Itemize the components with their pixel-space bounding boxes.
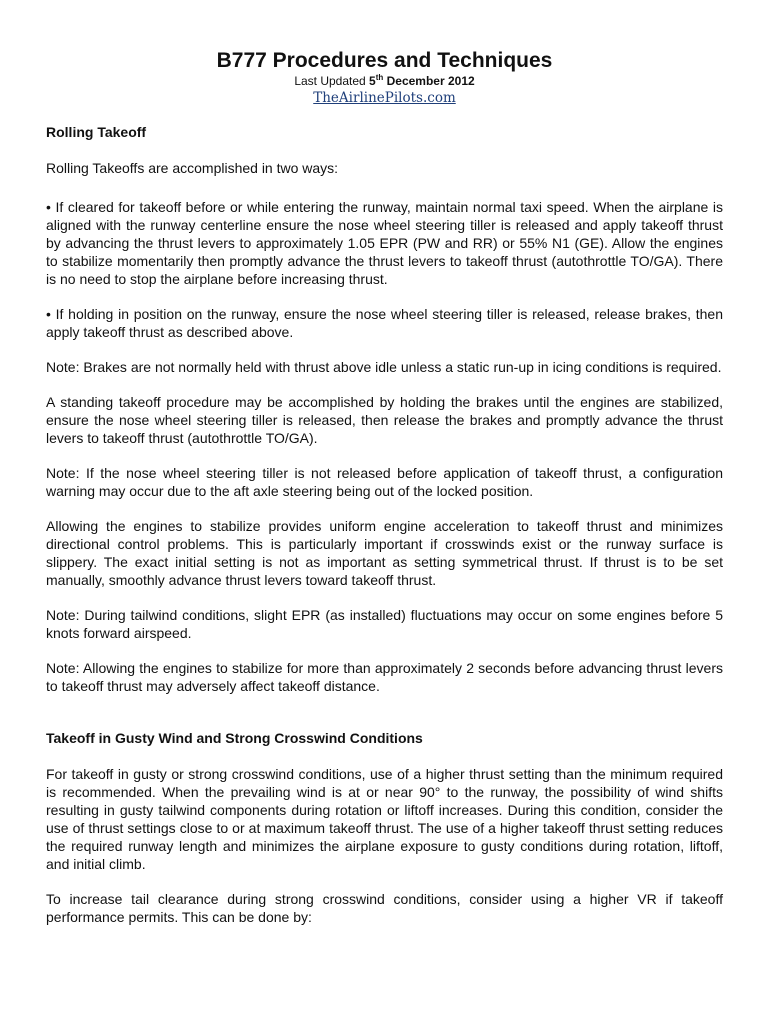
paragraph: • If holding in position on the runway, ensure the nose wheel steering tiller is released, release brakes, then apply takeoff thrust as described above. xyxy=(46,306,723,340)
paragraph: Note: During tailwind conditions, slight EPR (as installed) fluctuations may occur on some engines before 5 knots forward airspeed. xyxy=(46,607,723,641)
last-updated-month-year: December 2012 xyxy=(383,74,475,88)
document-page xyxy=(46,48,723,943)
last-updated-ordinal: th xyxy=(375,73,384,82)
document-title: B777 Procedures and Techniques xyxy=(216,49,553,72)
section-heading-gusty-crosswind: Takeoff in Gusty Wind and Strong Crosswind Conditions xyxy=(46,730,423,746)
last-updated-day: 5 xyxy=(369,74,376,88)
section-heading-rolling-takeoff: Rolling Takeoff xyxy=(46,124,147,140)
last-updated-label: Last Updated xyxy=(294,74,370,88)
last-updated-line xyxy=(46,74,723,89)
paragraph: To increase tail clearance during strong crosswind conditions, consider using a higher VR if takeoff performance permits. This can be done by: xyxy=(46,891,723,925)
paragraph: Note: Allowing the engines to stabilize for more than approximately 2 seconds before advancing thrust levers to takeoff thrust may adversely affect takeoff distance. xyxy=(46,660,723,694)
paragraph: • If cleared for takeoff before or while entering the runway, maintain normal taxi speed. When the airplane is aligned with the runway centerline ensure the nose wheel steering tiller is released and apply takeoff thrust by advancing the thrust levers to approximately 1.05 EPR (PW and RR) or 55% N1 (GE). Allow the engines to stabilize momentarily then promptly advance the thrust levers to takeoff thrust (autothrottle TO/GA). There is no need to stop the airplane before increasing thrust. xyxy=(46,199,723,287)
paragraph: For takeoff in gusty or strong crosswind conditions, use of a higher thrust setting than the minimum required is recommended. When the prevailing wind is at or near 90° to the runway, the possibility of wind shifts resulting in gusty tailwind components during rotation or liftoff increases. During this condition, consider the use of thrust settings close to or at maximum takeoff thrust. The use of a higher takeoff thrust setting reduces the required runway length and minimizes the airplane exposure to gusty conditions during rotation, liftoff, and initial climb. xyxy=(46,766,723,872)
paragraph: Note: Brakes are not normally held with thrust above idle unless a static run-up in icing conditions is required. xyxy=(46,359,722,375)
paragraph: Note: If the nose wheel steering tiller is not released before application of takeoff thrust, a configuration warning may occur due to the aft axle steering being out of the locked position. xyxy=(46,465,723,499)
site-link[interactable]: TheAirlinePilots.com xyxy=(313,90,456,106)
paragraph: Allowing the engines to stabilize provides uniform engine acceleration to takeoff thrust and minimizes directional control problems. This is particularly important if crosswinds exist or the runway surface is slippery. The exact initial setting is not as important as setting symmetrical thrust. If thrust is to be set manually, smoothly advance thrust levers toward takeoff thrust. xyxy=(46,518,723,588)
last-updated-date xyxy=(369,74,475,88)
paragraph: Rolling Takeoffs are accomplished in two ways: xyxy=(46,160,339,176)
paragraph: A standing takeoff procedure may be accomplished by holding the brakes until the engines are stabilized, ensure the nose wheel steering tiller is released, then release the brakes and promptly advance the thrust levers to takeoff thrust (autothrottle TO/GA). xyxy=(46,394,723,446)
